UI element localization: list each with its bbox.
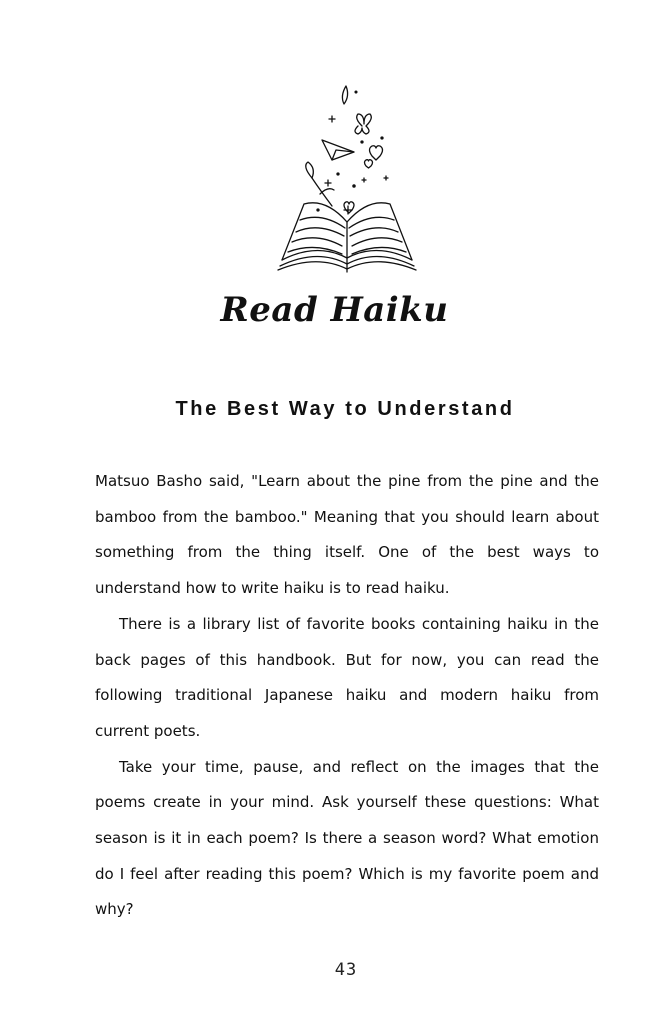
paragraph: There is a library list of favorite books containing haiku in the back pages of this handbook. But for now, you can read the following traditional Japanese haiku and modern haiku from current poets.	[95, 614, 599, 740]
page-title: Read Haiku	[220, 290, 449, 330]
paragraph: Take your time, pause, and reflect on the images that the poems create in your mind. Ask yourself these questions: What season is it in each poem? Is there a season word? What emotion do I feel after reading this poem? Which is my favorite poem and why?	[95, 757, 599, 919]
open-book-illustration-icon	[262, 82, 432, 278]
body-text	[95, 464, 599, 928]
paragraph: Matsuo Basho said, "Learn about the pine from the pine and the bamboo from the bamboo." Meaning that you should learn about something from the thing itself. One of the best ways to understand how to write haiku is to read haiku.	[95, 472, 599, 598]
page-number: 43	[334, 960, 358, 980]
page-subtitle: The Best Way to Understand	[175, 398, 515, 420]
